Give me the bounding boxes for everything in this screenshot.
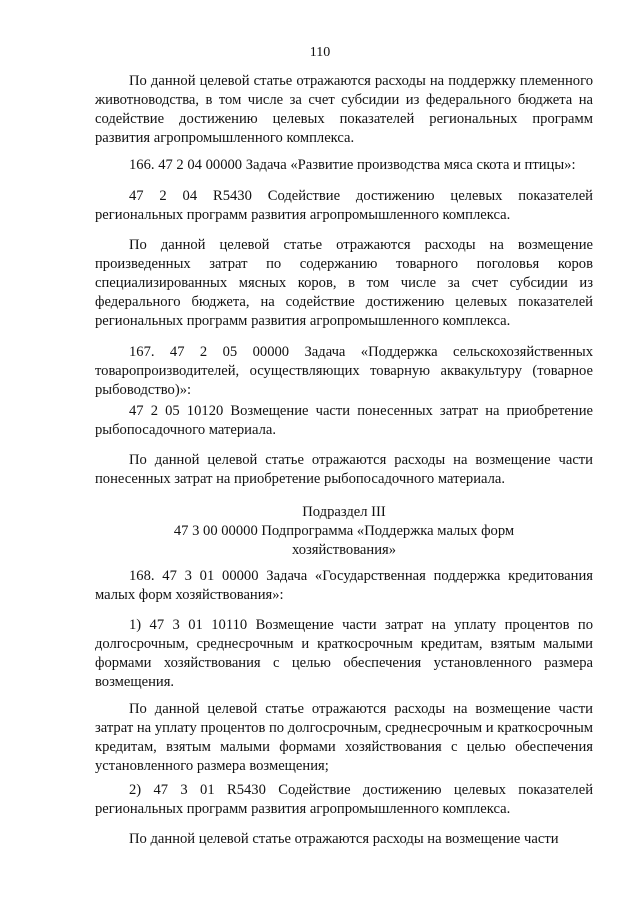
subsection-heading [95, 503, 593, 560]
paragraph-3: 47 2 04 R5430 Содействие достижению целевых показателей региональных программ развития агропромышленного комплекса. [95, 188, 593, 223]
paragraph-4: По данной целевой статье отражаются расходы на возмещение произведенных затрат по содержанию товарного поголовья коров специализированных мясных коров, в том числе за счет субсидии из федерального бюджета, на содействие достижению целевых показателей региональных программ развития агропромышленного комплекса. [95, 237, 593, 329]
page-number: 110 [309, 45, 331, 60]
paragraph-5: 167. 47 2 05 00000 Задача «Поддержка сельскохозяйственных товаропроизводителей, осуществляющих товарную аквакультуру (товарное рыбоводство)»: [95, 344, 593, 398]
paragraph-8: 168. 47 3 01 00000 Задача «Государственная поддержка кредитования малых форм хозяйствования»: [95, 568, 593, 603]
paragraph-2-block [95, 156, 593, 175]
paragraph-4-block [95, 236, 593, 331]
paragraph-8-block [95, 567, 593, 605]
paragraph-1: По данной целевой статье отражаются расходы на поддержку племенного животноводства, в том числе за счет субсидии из федерального бюджета на содействие достижению целевых показателей региональных программ развития агропромышленного комплекса. [95, 73, 593, 146]
paragraph-3-block [95, 187, 593, 225]
paragraph-11: 2) 47 3 01 R5430 Содействие достижению целевых показателей региональных программ развития агропромышленного комплекса. [95, 782, 593, 817]
paragraph-9: 1) 47 3 01 10110 Возмещение части затрат на уплату процентов по долгосрочным, среднесрочным и краткосрочным кредитам, взятым малыми формами хозяйствования с целью обеспечения установленного размера возмещения. [95, 617, 593, 690]
paragraph-9-block [95, 616, 593, 692]
paragraph-7: По данной целевой статье отражаются расходы на возмещение части понесенных затрат на приобретение рыбопосадочного материала. [95, 452, 593, 487]
paragraph-11-block [95, 781, 593, 819]
subprogram-title-cont: хозяйствования» [291, 542, 397, 558]
paragraph-12-block [95, 830, 593, 849]
paragraph-1-block [95, 72, 593, 148]
paragraph-5-block [95, 343, 593, 400]
subsection-title: Подраздел III [302, 504, 386, 520]
paragraph-10: По данной целевой статье отражаются расходы на возмещение части затрат на уплату процентов по долгосрочным, среднесрочным и краткосрочным кредитам, взятым малыми формами хозяйствования с целью обеспечения установленного размера возмещения; [95, 701, 593, 774]
paragraph-6: 47 2 05 10120 Возмещение части понесенных затрат на приобретение рыбопосадочного материала. [95, 403, 593, 438]
paragraph-7-block [95, 451, 593, 489]
paragraph-10-block [95, 700, 593, 776]
subprogram-title: 47 3 00 00000 Подпрограмма «Поддержка малых форм [173, 523, 515, 539]
paragraph-6-block [95, 402, 593, 440]
paragraph-2: 166. 47 2 04 00000 Задача «Развитие производства мяса скота и птицы»: [129, 157, 576, 173]
paragraph-12: По данной целевой статье отражаются расходы на возмещение части [129, 831, 559, 847]
